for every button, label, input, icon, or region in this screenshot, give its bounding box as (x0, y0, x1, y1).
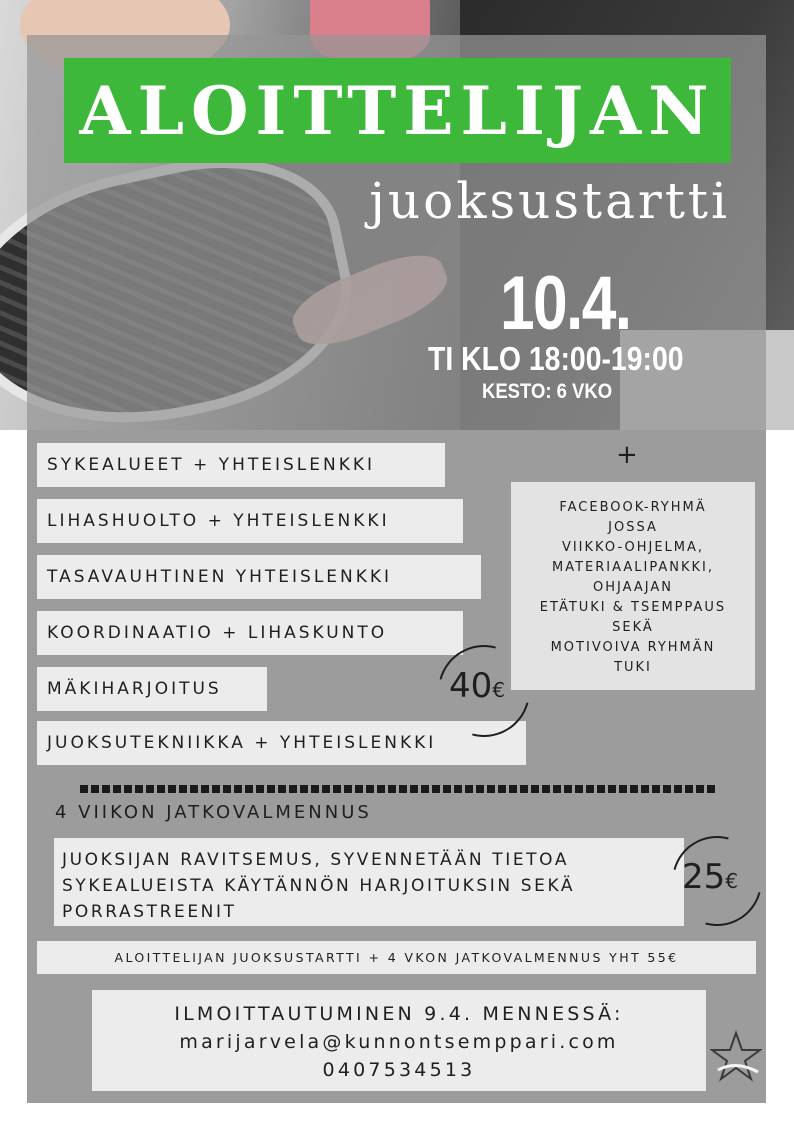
main-price (449, 666, 505, 706)
continuation-price (682, 857, 738, 897)
extras-line: TUKI (614, 660, 652, 675)
main-price-amount: 40 (449, 666, 493, 706)
main-price-currency: € (492, 678, 505, 702)
title-banner (64, 58, 731, 163)
course-duration: KESTO: 6 VKO (482, 380, 613, 403)
registration-box (92, 990, 706, 1091)
dotted-divider (80, 785, 716, 793)
page-title: ALOITTELIJAN (79, 71, 716, 150)
session-item: MÄKIHARJOITUS (37, 667, 267, 711)
extras-line: OHJAAJAN (593, 580, 673, 595)
extras-line: MATERIAALIPANKKI, (552, 560, 714, 575)
extras-line: SEKÄ (612, 620, 654, 635)
start-date: 10.4. (500, 261, 631, 346)
continuation-title: 4 VIIKON JATKOVALMENNUS (55, 802, 372, 823)
continuation-line: SYKEALUEISTA KÄYTÄNNÖN HARJOITUKSIN SEKÄ (62, 876, 576, 896)
registration-deadline: ILMOITTAUTUMINEN 9.4. MENNESSÄ: (174, 1003, 624, 1025)
plus-sign: + (616, 440, 638, 470)
session-item: LIHASHUOLTO + YHTEISLENKKI (37, 499, 463, 543)
bundle-offer: ALOITTELIJAN JUOKSUSTARTTI + 4 VKON JATKOVALMENNUS YHT 55€ (37, 941, 756, 974)
continuation-price-amount: 25 (682, 857, 726, 897)
extras-line: FACEBOOK-RYHMÄ (559, 500, 707, 515)
session-time: TI KLO 18:00-19:00 (428, 340, 684, 377)
continuation-line: JUOKSIJAN RAVITSEMUS, SYVENNETÄÄN TIETOA (62, 850, 570, 870)
page-subtitle: juoksustartti (369, 172, 730, 230)
continuation-description (54, 838, 684, 926)
continuation-line: PORRASTREENIT (62, 902, 237, 922)
extras-line: VIIKKO-OHJELMA, (561, 540, 705, 555)
extras-line: JOSSA (608, 520, 658, 535)
session-item: SYKEALUEET + YHTEISLENKKI (37, 443, 445, 487)
extras-line: ETÄTUKI & TSEMPPAUS (539, 600, 727, 615)
session-item: TASAVAUHTINEN YHTEISLENKKI (37, 555, 481, 599)
extras-box (511, 482, 755, 690)
registration-phone[interactable]: 0407534513 (322, 1059, 476, 1081)
session-item: JUOKSUTEKNIIKKA + YHTEISLENKKI (37, 721, 526, 765)
extras-line: MOTIVOIVA RYHMÄN (550, 640, 716, 655)
continuation-price-currency: € (725, 869, 738, 893)
star-logo-icon (710, 1030, 762, 1082)
session-item: KOORDINAATIO + LIHASKUNTO (37, 611, 463, 655)
registration-email[interactable]: marijarvela@kunnontsemppari.com (179, 1031, 619, 1053)
